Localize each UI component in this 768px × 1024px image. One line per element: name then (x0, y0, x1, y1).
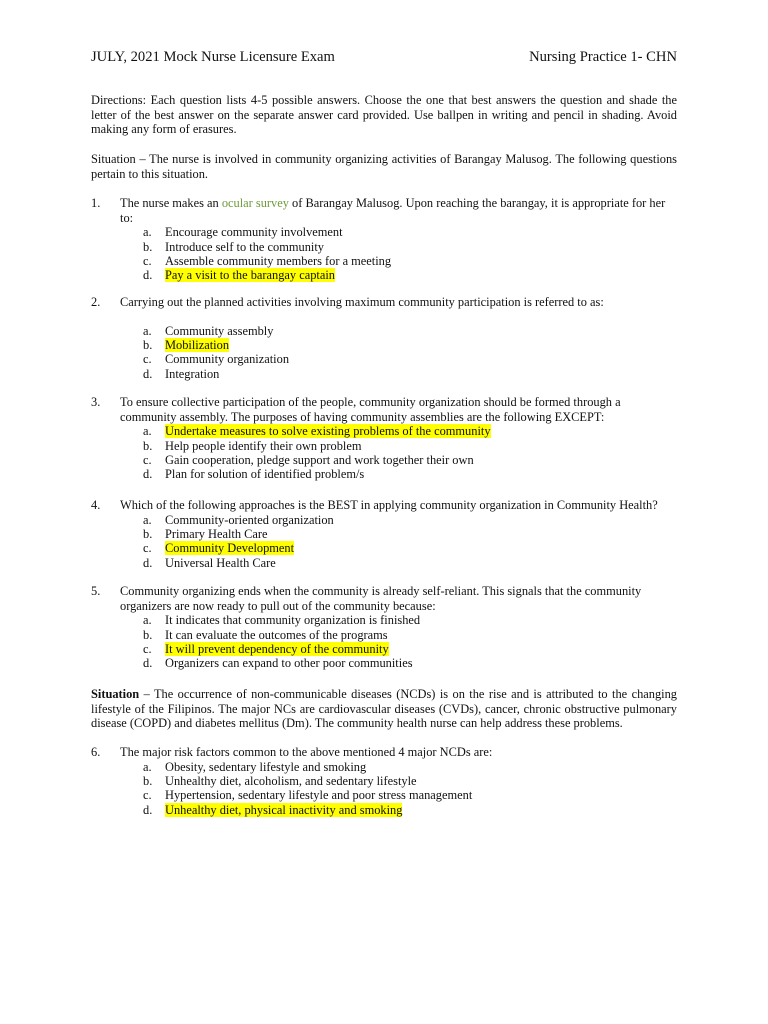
situation-2-paragraph (91, 687, 677, 731)
option-letter: b. (143, 526, 153, 541)
answer-options (91, 613, 677, 671)
question-number: 5. (91, 584, 101, 598)
highlighted-answer: Mobilization (165, 337, 230, 352)
option-text: Community assembly (165, 323, 274, 338)
option-letter: c. (143, 641, 152, 656)
option-text: Help people identify their own problem (165, 438, 362, 453)
option-text: Gain cooperation, pledge support and work together their own (165, 452, 474, 467)
header-subject: Nursing Practice 1- CHN (529, 49, 677, 65)
option-letter: c. (143, 352, 152, 367)
option-c (91, 642, 677, 656)
option-d (91, 556, 677, 570)
highlighted-answer: It will prevent dependency of the community (165, 641, 389, 656)
option-a (91, 613, 677, 627)
option-text: Introduce self to the community (165, 239, 324, 254)
option-c (91, 254, 677, 268)
highlighted-answer: Pay a visit to the barangay captain (165, 268, 335, 283)
option-b (91, 439, 677, 453)
option-letter: d. (143, 802, 153, 817)
option-letter: c. (143, 452, 152, 467)
option-letter: b. (143, 337, 153, 352)
option-d (91, 268, 677, 282)
stem-text: The nurse makes an (120, 196, 222, 210)
option-d (91, 656, 677, 670)
ocular-survey-term: ocular survey (221, 196, 289, 210)
page-header (91, 48, 677, 68)
answer-options (91, 225, 677, 283)
option-a (91, 513, 677, 527)
option-c (91, 541, 677, 555)
option-text: Hypertension, sedentary lifestyle and poor stress management (165, 788, 473, 803)
option-letter: a. (143, 759, 152, 774)
question-stem: The major risk factors common to the above mentioned 4 major NCDs are: (120, 745, 493, 759)
header-exam-title: JULY, 2021 Mock Nurse Licensure Exam (91, 49, 335, 65)
question-6 (91, 745, 677, 817)
option-text: Plan for solution of identified problem/s (165, 467, 365, 482)
option-letter: a. (143, 323, 152, 338)
answer-options (91, 324, 677, 382)
option-b (91, 774, 677, 788)
question-number: 3. (91, 395, 101, 409)
question-1 (91, 196, 677, 283)
situation-label: Situation (91, 687, 140, 701)
option-d (91, 803, 677, 817)
situation-text: – The occurrence of non-communicable diseases (NCDs) is on the rise and is attributed to the changing lifestyle of the Filipinos. The major NCs are cardiovascular diseases (CVDs), cancer, chronic obstructive pulmonary disease (COPD) and diabetes mellitus (Dm). The community health nurse can help address these problems. (91, 687, 677, 731)
question-3 (91, 395, 677, 482)
option-letter: d. (143, 366, 153, 381)
highlighted-answer: Unhealthy diet, physical inactivity and smoking (165, 802, 403, 817)
option-letter: c. (143, 253, 152, 268)
option-letter: d. (143, 555, 153, 570)
option-text: Organizers can expand to other poor communities (165, 656, 413, 671)
option-b (91, 628, 677, 642)
option-letter: a. (143, 225, 152, 240)
question-stem: Carrying out the planned activities involving maximum community participation is referred to as: (120, 295, 604, 309)
option-text: Encourage community involvement (165, 225, 343, 240)
question-5 (91, 584, 677, 671)
answer-options (91, 513, 677, 571)
option-text: Obesity, sedentary lifestyle and smoking (165, 759, 367, 774)
answer-options (91, 760, 677, 818)
option-d (91, 467, 677, 481)
option-letter: d. (143, 467, 153, 482)
option-text: Integration (165, 366, 220, 381)
question-number: 4. (91, 498, 101, 512)
option-b (91, 338, 677, 352)
option-text: Community organization (165, 352, 290, 367)
question-stem: To ensure collective participation of the people, community organization should be formed through a community assembly. The purposes of having community assemblies are the following EXCEPT: (120, 395, 621, 424)
question-stem: Which of the following approaches is the BEST in applying community organization in Community Health? (120, 498, 658, 512)
option-letter: b. (143, 773, 153, 788)
option-letter: b. (143, 438, 153, 453)
option-text: Community-oriented organization (165, 512, 334, 527)
stem-text: of Barangay Malusog. Upon reaching the barangay, it is appropriate for her to: (120, 196, 666, 225)
option-text: Primary Health Care (165, 526, 268, 541)
answer-options (91, 424, 677, 482)
option-letter: b. (143, 627, 153, 642)
question-stem (120, 196, 677, 225)
option-letter: c. (143, 788, 152, 803)
option-c (91, 453, 677, 467)
situation-1-paragraph: Situation – The nurse is involved in community organizing activities of Barangay Malusog. The following questions pertain to this situation. (91, 152, 677, 181)
option-letter: d. (143, 268, 153, 283)
option-letter: b. (143, 239, 153, 254)
option-a (91, 324, 677, 338)
option-text: It can evaluate the outcomes of the programs (165, 627, 388, 642)
question-stem: Community organizing ends when the community is already self-reliant. This signals that the community organizers are now ready to pull out of the community because: (120, 584, 642, 613)
question-4 (91, 498, 677, 570)
option-letter: c. (143, 541, 152, 556)
highlighted-answer: Community Development (165, 541, 295, 556)
option-letter: a. (143, 512, 152, 527)
option-letter: d. (143, 656, 153, 671)
option-text: Assemble community members for a meeting (165, 253, 392, 268)
option-text: Universal Health Care (165, 555, 276, 570)
option-text: Unhealthy diet, alcoholism, and sedentary lifestyle (165, 773, 417, 788)
option-b (91, 527, 677, 541)
highlighted-answer: Undertake measures to solve existing problems of the community (165, 424, 491, 439)
option-a (91, 225, 677, 239)
option-d (91, 367, 677, 381)
option-c (91, 352, 677, 366)
option-text: It indicates that community organization is finished (165, 613, 421, 628)
option-letter: a. (143, 613, 152, 628)
question-number: 2. (91, 295, 101, 309)
option-a (91, 424, 677, 438)
option-a (91, 760, 677, 774)
option-b (91, 240, 677, 254)
question-number: 6. (91, 745, 101, 759)
option-letter: a. (143, 424, 152, 439)
option-c (91, 788, 677, 802)
question-2 (91, 295, 677, 381)
question-number: 1. (91, 196, 101, 210)
directions-paragraph: Directions: Each question lists 4-5 possible answers. Choose the one that best answers the question and shade the letter of the best answer on the separate answer card provided. Use ballpen in writing and pencil in shading. Avoid making any form of erasures. (91, 93, 677, 137)
